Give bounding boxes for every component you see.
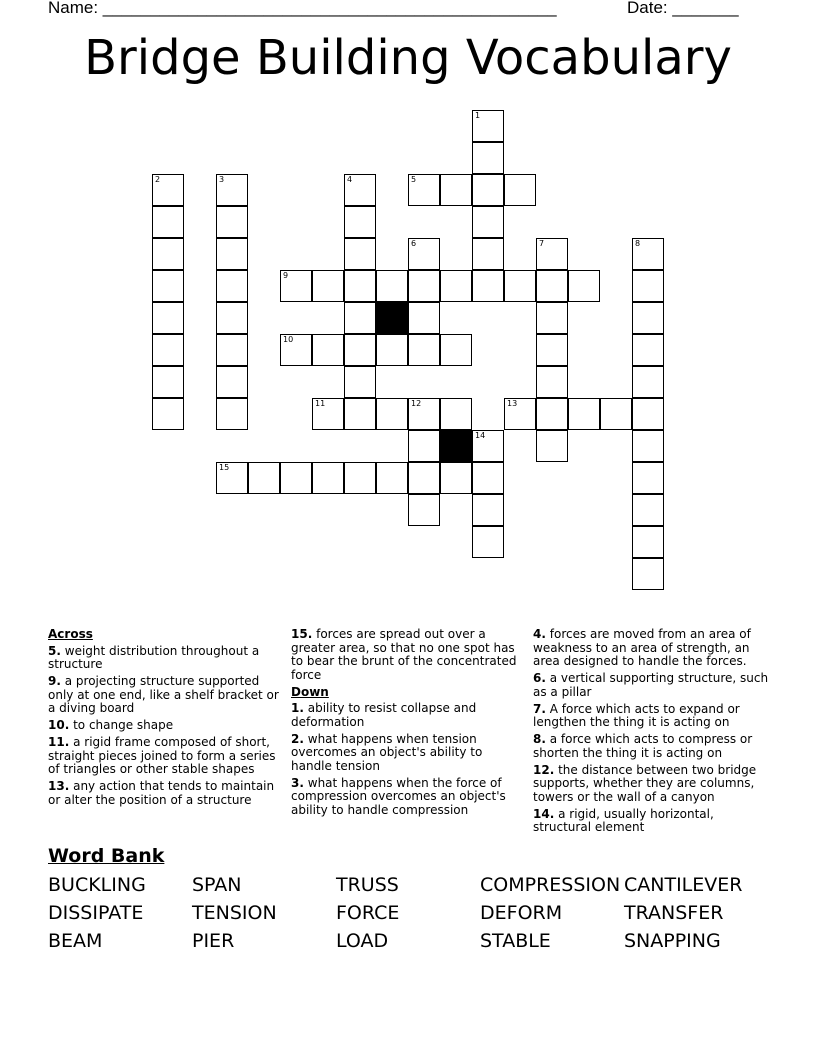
clue-text: a rigid, usually horizontal, structural element bbox=[533, 806, 714, 834]
grid-cell[interactable] bbox=[632, 366, 664, 398]
grid-cell[interactable] bbox=[536, 398, 568, 430]
clue-item bbox=[533, 764, 769, 805]
grid-cell[interactable] bbox=[216, 238, 248, 270]
clue-item bbox=[291, 702, 523, 729]
grid-cell[interactable] bbox=[440, 398, 472, 430]
clue-text: forces are spread out over a greater area, so that no one spot has to bear the brunt of the concentrated force bbox=[291, 627, 517, 682]
grid-cell[interactable] bbox=[312, 270, 344, 302]
grid-cell[interactable] bbox=[600, 398, 632, 430]
grid-cell[interactable] bbox=[344, 398, 376, 430]
grid-cell[interactable] bbox=[216, 366, 248, 398]
grid-cell[interactable] bbox=[344, 174, 376, 206]
grid-cell[interactable] bbox=[632, 270, 664, 302]
clue-text: A force which acts to expand or lengthen the thing it is acting on bbox=[533, 701, 740, 729]
clue-text: a force which acts to compress or shorten the thing it is acting on bbox=[533, 732, 753, 760]
grid-cell[interactable] bbox=[536, 302, 568, 334]
clue-text: to change shape bbox=[73, 718, 174, 732]
grid-cell[interactable] bbox=[472, 462, 504, 494]
grid-cell[interactable] bbox=[440, 174, 472, 206]
clue-number: 3 bbox=[219, 175, 225, 184]
clue-number: 11. bbox=[48, 735, 70, 749]
grid-cell[interactable] bbox=[408, 238, 440, 270]
grid-cell[interactable] bbox=[312, 398, 344, 430]
grid-cell[interactable] bbox=[632, 238, 664, 270]
page-title: Bridge Building Vocabulary bbox=[84, 30, 732, 86]
clue-item bbox=[533, 628, 769, 669]
across-heading: Across bbox=[48, 627, 93, 641]
grid-cell[interactable] bbox=[152, 270, 184, 302]
grid-cell[interactable] bbox=[216, 270, 248, 302]
word-bank-word: DEFORM bbox=[480, 902, 563, 924]
clue-item bbox=[533, 733, 769, 760]
clue-text: ability to resist collapse and deformation bbox=[291, 701, 477, 729]
grid-cell[interactable] bbox=[408, 398, 440, 430]
date-line: Date: _______ bbox=[627, 0, 739, 17]
grid-cell[interactable] bbox=[632, 430, 664, 462]
word-bank-word: PIER bbox=[192, 930, 235, 952]
grid-cell[interactable] bbox=[568, 398, 600, 430]
grid-cell[interactable] bbox=[440, 334, 472, 366]
clue-number: 4. bbox=[533, 627, 546, 641]
clue-text: what happens when tension overcomes an object's ability to handle tension bbox=[291, 731, 483, 773]
grid-cell[interactable] bbox=[344, 462, 376, 494]
grid-cell[interactable] bbox=[312, 334, 344, 366]
clue-number: 8. bbox=[533, 732, 546, 746]
clue-item bbox=[48, 780, 280, 807]
grid-cell[interactable] bbox=[472, 430, 504, 462]
grid-cell[interactable] bbox=[344, 270, 376, 302]
grid-cell[interactable] bbox=[344, 334, 376, 366]
grid-cell[interactable] bbox=[280, 462, 312, 494]
clue-number: 1. bbox=[291, 701, 304, 715]
grid-cell[interactable] bbox=[536, 238, 568, 270]
clue-number: 12 bbox=[411, 399, 422, 408]
grid-cell[interactable] bbox=[632, 526, 664, 558]
grid-cell[interactable] bbox=[248, 462, 280, 494]
grid-cell[interactable] bbox=[632, 398, 664, 430]
grid-cell[interactable] bbox=[536, 270, 568, 302]
grid-cell[interactable] bbox=[632, 334, 664, 366]
grid-cell[interactable] bbox=[216, 462, 248, 494]
clue-item bbox=[48, 736, 280, 777]
grid-cell[interactable] bbox=[632, 302, 664, 334]
grid-cell[interactable] bbox=[376, 462, 408, 494]
word-bank-word: LOAD bbox=[336, 930, 389, 952]
clue-number: 9. bbox=[48, 674, 61, 688]
clue-text: a rigid frame composed of short, straight pieces joined to form a series of triangles or other stable shapes bbox=[48, 735, 276, 776]
grid-cell[interactable] bbox=[408, 334, 440, 366]
grid-cell[interactable] bbox=[472, 526, 504, 558]
grid-cell[interactable] bbox=[344, 238, 376, 270]
grid-cell[interactable] bbox=[504, 398, 536, 430]
word-bank-word: STABLE bbox=[480, 930, 551, 952]
grid-cell[interactable] bbox=[216, 206, 248, 238]
clue-item bbox=[291, 777, 523, 818]
clue-number: 6 bbox=[411, 239, 417, 248]
grid-cell[interactable] bbox=[152, 238, 184, 270]
grid-cell-black bbox=[376, 302, 408, 334]
name-line: Name: ________________________________________________ bbox=[48, 0, 557, 17]
grid-cell[interactable] bbox=[504, 270, 536, 302]
clue-text: what happens when the force of compression overcomes an object's ability to handle compression bbox=[291, 775, 506, 817]
grid-cell[interactable] bbox=[536, 334, 568, 366]
word-bank-word: FORCE bbox=[336, 902, 400, 924]
grid-cell[interactable] bbox=[152, 206, 184, 238]
grid-cell[interactable] bbox=[408, 174, 440, 206]
clue-number: 3. bbox=[291, 775, 304, 790]
clue-number: 9 bbox=[283, 271, 289, 280]
grid-cell[interactable] bbox=[376, 334, 408, 366]
grid-cell[interactable] bbox=[472, 206, 504, 238]
clue-item bbox=[48, 719, 280, 733]
clue-number: 6. bbox=[533, 671, 546, 685]
grid-cell[interactable] bbox=[312, 462, 344, 494]
grid-cell[interactable] bbox=[152, 174, 184, 206]
grid-cell[interactable] bbox=[152, 398, 184, 430]
grid-cell[interactable] bbox=[216, 174, 248, 206]
clue-number: 1 bbox=[475, 111, 481, 120]
clue-item bbox=[291, 628, 523, 682]
word-bank-word: COMPRESSION bbox=[480, 874, 621, 896]
word-bank-word: DISSIPATE bbox=[48, 902, 144, 924]
grid-cell[interactable] bbox=[344, 206, 376, 238]
clue-number: 7. bbox=[533, 701, 546, 716]
grid-cell[interactable] bbox=[536, 366, 568, 398]
grid-cell[interactable] bbox=[504, 174, 536, 206]
clue-number: 14. bbox=[533, 806, 555, 821]
clue-item bbox=[48, 645, 280, 672]
clue-number: 7 bbox=[539, 239, 545, 248]
word-bank-word: TENSION bbox=[192, 902, 277, 924]
grid-cell[interactable] bbox=[408, 302, 440, 334]
clue-text: any action that tends to maintain or alter the position of a structure bbox=[48, 779, 275, 807]
grid-cell[interactable] bbox=[376, 270, 408, 302]
clue-text: a vertical supporting structure, such as a pillar bbox=[533, 671, 769, 699]
word-bank-word: TRANSFER bbox=[624, 902, 724, 924]
clue-number: 14 bbox=[475, 431, 486, 440]
clue-item bbox=[533, 672, 769, 699]
grid-cell[interactable] bbox=[344, 302, 376, 334]
grid-cell[interactable] bbox=[440, 462, 472, 494]
grid-cell[interactable] bbox=[216, 398, 248, 430]
word-bank-word: TRUSS bbox=[336, 874, 399, 896]
grid-cell[interactable] bbox=[472, 110, 504, 142]
clue-text: the distance between two bridge supports, whether they are columns, towers or the wall of a canyon bbox=[533, 762, 757, 804]
clue-number: 10 bbox=[283, 335, 294, 344]
clue-number: 5. bbox=[48, 643, 61, 658]
grid-cell[interactable] bbox=[376, 398, 408, 430]
clue-number: 2. bbox=[291, 731, 304, 746]
word-bank-word: SPAN bbox=[192, 874, 242, 896]
clues-column-3 bbox=[533, 628, 769, 838]
clue-text: forces are moved from an area of weakness to an area of strength, an area designed to handle the forces. bbox=[533, 627, 751, 668]
word-bank-word: CANTILEVER bbox=[624, 874, 743, 896]
grid-cell[interactable] bbox=[472, 238, 504, 270]
clues-column-1 bbox=[48, 628, 280, 811]
clue-number: 11 bbox=[315, 399, 326, 408]
grid-cell[interactable] bbox=[632, 462, 664, 494]
clue-number: 4 bbox=[347, 175, 353, 184]
clue-number: 15 bbox=[219, 463, 230, 472]
grid-cell[interactable] bbox=[472, 142, 504, 174]
grid-cell[interactable] bbox=[280, 270, 312, 302]
grid-cell[interactable] bbox=[472, 174, 504, 206]
word-bank-word: BUCKLING bbox=[48, 874, 146, 896]
clue-number: 15. bbox=[291, 627, 313, 641]
grid-cell[interactable] bbox=[216, 302, 248, 334]
grid-cell[interactable] bbox=[408, 494, 440, 526]
clue-number: 8 bbox=[635, 239, 641, 248]
clue-number: 10. bbox=[48, 718, 70, 732]
grid-cell[interactable] bbox=[440, 270, 472, 302]
grid-cell[interactable] bbox=[280, 334, 312, 366]
clue-number: 12. bbox=[533, 762, 555, 777]
word-bank-word: BEAM bbox=[48, 930, 103, 952]
grid-cell[interactable] bbox=[152, 366, 184, 398]
grid-cell[interactable] bbox=[568, 270, 600, 302]
clue-item bbox=[291, 733, 523, 774]
grid-cell[interactable] bbox=[408, 270, 440, 302]
clue-number: 5 bbox=[411, 175, 417, 184]
grid-cell[interactable] bbox=[408, 462, 440, 494]
grid-cell[interactable] bbox=[152, 302, 184, 334]
down-heading: Down bbox=[291, 684, 329, 699]
clues-column-2 bbox=[291, 628, 523, 821]
word-bank-title: Word Bank bbox=[48, 845, 165, 867]
grid-cell[interactable] bbox=[216, 334, 248, 366]
clue-item bbox=[533, 703, 769, 730]
grid-cell[interactable] bbox=[536, 430, 568, 462]
word-bank-word: SNAPPING bbox=[624, 930, 721, 952]
grid-cell[interactable] bbox=[632, 558, 664, 590]
grid-cell[interactable] bbox=[344, 366, 376, 398]
clue-text: a projecting structure supported only at one end, like a shelf bracket or a diving board bbox=[48, 674, 279, 715]
clue-text: weight distribution throughout a structure bbox=[48, 643, 260, 671]
grid-cell[interactable] bbox=[408, 430, 440, 462]
grid-cell[interactable] bbox=[472, 494, 504, 526]
grid-cell[interactable] bbox=[152, 334, 184, 366]
grid-cell-black bbox=[440, 430, 472, 462]
clue-number: 13. bbox=[48, 779, 70, 793]
grid-cell[interactable] bbox=[472, 270, 504, 302]
clue-number: 2 bbox=[155, 175, 161, 184]
clue-number: 13 bbox=[507, 399, 518, 408]
clue-item bbox=[48, 675, 280, 716]
clue-item bbox=[533, 808, 769, 835]
grid-cell[interactable] bbox=[632, 494, 664, 526]
